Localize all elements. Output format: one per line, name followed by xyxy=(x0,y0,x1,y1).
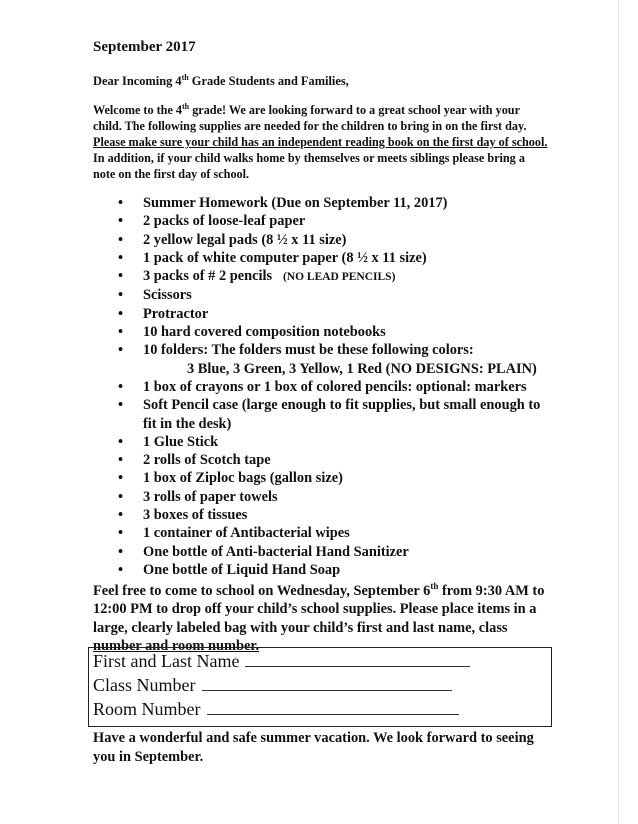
list-item: • 1 Glue Stick xyxy=(93,433,553,451)
room-row xyxy=(93,697,459,721)
list-item: • 2 packs of loose-leaf paper xyxy=(93,212,553,230)
intro-text-3: In addition, if your child walks home by themselves or meets siblings please bring a note on the first day of school. xyxy=(93,151,525,182)
name-blank[interactable] xyxy=(245,649,470,667)
folders-item: 10 folders: The folders must be these following colors: xyxy=(143,342,474,359)
label-form-box xyxy=(88,647,552,727)
list-item: • Scissors xyxy=(93,286,553,304)
room-label: Room Number xyxy=(93,699,201,719)
dropoff-text-2: from 9:30 AM to 12:00 PM to drop off your child’s school supplies. Please place items in a large, clearly labeled bag with your child’s first and last name, class xyxy=(93,582,545,636)
dropoff-text-1: Feel free to come to school on Wednesday, September 6 xyxy=(93,582,431,599)
list-item: • 3 rolls of paper towels xyxy=(93,488,553,506)
name-label: First and Last Name xyxy=(93,651,240,671)
intro-text-1: Welcome to the 4 xyxy=(93,103,183,118)
folder-colors: 3 Blue, 3 Green, 3 Yellow, 1 Red (NO DESIGNS: PLAIN) xyxy=(187,360,537,377)
list-item xyxy=(93,341,553,378)
reading-book-notice: Please make sure your child has an independent reading book on the first day of school. xyxy=(93,135,548,150)
list-item: • 10 hard covered composition notebooks xyxy=(93,323,553,341)
list-item: • 1 box of Ziploc bags (gallon size) xyxy=(93,469,553,487)
class-label: Class Number xyxy=(93,675,196,695)
list-item: • 1 pack of white computer paper (8 ½ x 11 size) xyxy=(93,249,553,267)
list-item: • 2 rolls of Scotch tape xyxy=(93,451,553,469)
list-item: • One bottle of Liquid Hand Soap xyxy=(93,561,553,579)
dropoff-paragraph xyxy=(93,577,553,656)
pencils-item: 3 packs of # 2 pencils xyxy=(143,268,273,285)
letter-greeting: Dear Incoming 4th Grade Students and Families, xyxy=(93,73,349,89)
pencil-note: (NO LEAD PENCILS) xyxy=(282,271,396,284)
class-row xyxy=(93,673,452,697)
dropoff-sup: th xyxy=(430,581,439,591)
list-item: • Summer Homework (Due on September 11, 2017) xyxy=(93,194,553,212)
list-item: • 3 boxes of tissues xyxy=(93,506,553,524)
list-item: • 1 container of Antibacterial wipes xyxy=(93,524,553,542)
supply-list xyxy=(93,194,553,579)
farewell-paragraph: Have a wonderful and safe summer vacation. We look forward to seeing you in September. xyxy=(93,730,534,765)
intro-sup: th xyxy=(182,102,190,111)
list-item: • Soft Pencil case (large enough to fit supplies, but small enough to fit in the desk) xyxy=(93,396,553,433)
list-item: • 2 yellow legal pads (8 ½ x 11 size) xyxy=(93,231,553,249)
class-blank[interactable] xyxy=(202,673,452,691)
name-row xyxy=(93,649,470,673)
list-item: • 1 box of crayons or 1 box of colored pencils: optional: markers xyxy=(93,378,553,396)
intro-paragraph xyxy=(93,99,548,182)
list-item: • Protractor xyxy=(93,305,553,323)
intro-text-2: grade! We are looking forward to a great school year with your child. The following supplies are needed for the children to bring in on the first day. xyxy=(93,103,527,134)
list-item: • One bottle of Anti-bacterial Hand Sanitizer xyxy=(93,543,553,561)
letter-date: September 2017 xyxy=(93,39,196,55)
list-item xyxy=(93,267,553,286)
dropoff-underlined: number and room number. xyxy=(93,638,260,655)
room-blank[interactable] xyxy=(207,697,459,715)
scan-edge-line xyxy=(618,0,619,824)
